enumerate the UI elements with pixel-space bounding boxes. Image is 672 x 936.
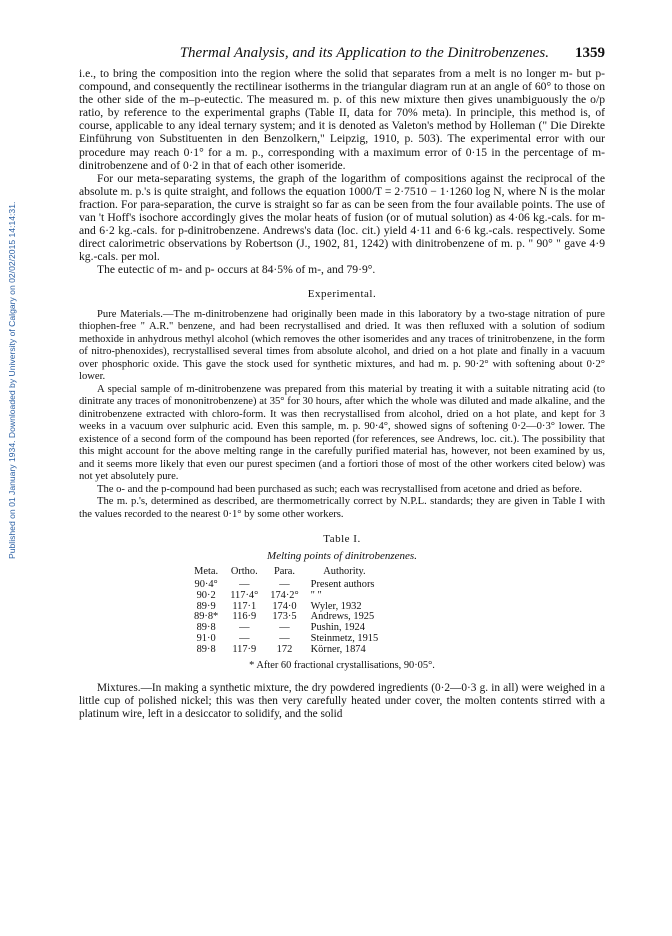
o-p-compound-paragraph: The o- and the p-compound had been purchased as such; each was recrystallised from acetone and dried as before. [97,483,583,495]
mp-paragraph: The m. p.'s, determined as described, are thermometrically correct by N.P.L. standards; they are given in Table I with the values recorded to the nearest 0·1° by some other workers. [79,496,605,520]
table-title: Table I. [323,533,361,546]
mixtures-paragraph: Mixtures.—In making a synthetic mixture, the dry powdered ingredients (0·2—0·3 g. in all) were weighed in a little cup of polished nickel; this was then very carefully heated under cover, the molten contents stirred with a platinum wire, left in a desiccator to solidify, and the solid [79,681,605,720]
para-cell: 174·0 [272,600,297,612]
ortho-cell: — [239,633,250,645]
paragraph-2: For our meta-separating systems, the graph of the logarithm of compositions against the reciprocal of the absolute m. p.'s is quite straight, and follows the equation 1000/T = 2·7510 − 1·1260 log N, where N is the molar fraction. For para-separation, the curve is straight so far as can be seen from the four available points. The use of van 't Hoff's isochore accordingly gives the molar heats of fusion (or of mutual solution) as 4·06 kg.-cals. for m- and 6·2 kg.-cals. for p-dinitrobenzene. Andrews's data (loc. cit.) yield 4·11 and 6·6 kg.-cals. respectively. Some direct calorimetric observations by Robertson (J., 1902, 81, 1242) with dinitrobenzene of m. p. " 90° " gave 4·9 kg.-cals. per mol. [79,171,605,264]
paragraph-3: The eutectic of m- and p- occurs at 84·5% of m-, and 79·9°. [97,263,376,277]
col-header-meta: Meta. [194,566,219,578]
article-body [79,67,605,721]
authority-cell: Andrews, 1925 [310,611,375,623]
col-header-para: Para. [273,566,295,578]
authority-cell: " " [310,589,322,601]
meta-cell: 89·9 [196,600,216,612]
col-header-ortho: Ortho. [230,566,258,578]
running-header [79,45,605,61]
table-subtitle: Melting points of dinitrobenzenes. [267,550,417,563]
para-cell: 172 [276,643,293,655]
ortho-cell: 117·1 [232,600,257,612]
meta-cell: 89·8* [194,611,219,623]
publication-side-note: Published on 01 January 1934. Downloaded by University of Calgary on 02/02/2015 14:14:31. [7,201,17,559]
authority-cell: Steinmetz, 1915 [310,633,379,645]
page-number: 1359 [575,45,605,61]
meta-cell: 90·4° [194,579,218,591]
para-cell: 173·5 [272,611,297,623]
ortho-cell: — [239,622,250,634]
authority-cell: Wyler, 1932 [310,600,362,612]
pure-materials-paragraph: Pure Materials.—The m-dinitrobenzene had originally been made in this laboratory by a two-stage nitration of pure thiophen-free " A.R." benzene, and had been recrystallised and dried. It was then refluxed with a solution of sodium methoxide in anhydrous methyl alcohol (which removes the other isomerides and any traces of trinitrobenzene, in the form of nitro-phenoxides), recrystallised several times from absolute alcohol, and dried on a hot plate and finally in a vacuum over phosphoric oxide. This gave the stock used for synthetic mixtures, and had m. p. 90·2° with softening about 0·2° lower. [79,308,605,383]
table-footnote: * After 60 fractional crystallisations, 90·05°. [249,659,435,671]
meta-cell: 89·8 [196,622,216,634]
meta-cell: 90·2 [196,589,216,601]
special-sample-paragraph: A special sample of m-dinitrobenzene was prepared from this material by treating it with a suitable nitrating acid (to dinitrate any traces of mononitrobenzene) at 35° for 30 hours, after which the whole was diluted and made alkaline, and the dinitrobenzene extracted with chloro-form. It was then recrystallised from alcohol, dried on a hot plate, and kept for 3 weeks in a vacuum over sulphuric acid. Even this sample, m. p. 90·4°, showed signs of softening 0·2—0·3° lower. The existence of a second form of the compound has been reported (for references, see Andrews, loc. cit.). The possibility that this might account for the above melting range in the carefully purified material has, however, not been examined by us, and it seems more likely that even our purest specimen (and a fortiori those of most of the other workers cited below) was not yet absolutely pure. [79,383,605,483]
col-header-authority: Authority. [323,566,366,578]
meta-cell: 89·8 [196,643,216,655]
melting-points-table [188,567,384,655]
ortho-cell: — [239,579,250,591]
paragraph-1: i.e., to bring the composition into the region where the solid that separates from a melt is no longer m- but p-compound, and consequently the rectilinear isotherms in the triangular diagram run at an angle of 60° to those on the other side of the m–p-eutectic. The measured m. p. of this new mixture then gives unambiguously the o/p ratio, by reference to the experimental graphs (Table II, data for 70% meta). In principle, this method is, of course, applicable to any ideal ternary system; and it is denoted as Valeton's method by Holleman (" Die Direkte Einführung von Substituenten in den Benzolkern," Leipzig, 1910, p. 503). The experimental error with our procedure may reach 0·1° for a m. p., corresponding with a maximum error of 0·15 in the percentage of m-dinitrobenzene and of 0·2 in that of each other isomeride. [79,67,605,172]
ortho-cell: 117·4° [230,589,259,601]
running-title: Thermal Analysis, and its Application to the Dinitrobenzenes. [179,45,549,61]
para-cell: — [279,622,290,634]
meta-cell: 91·0 [196,633,216,645]
authority-cell: Present authors [310,579,375,591]
table-row [188,645,384,656]
para-cell: — [279,633,290,645]
section-heading: Experimental. [307,287,377,300]
para-cell: 174·2° [270,589,299,601]
para-cell: — [279,579,290,591]
authority-cell: Körner, 1874 [310,643,366,655]
authority-cell: Pushin, 1924 [310,622,365,634]
ortho-cell: 116·9 [232,611,257,623]
ortho-cell: 117·9 [232,643,257,655]
